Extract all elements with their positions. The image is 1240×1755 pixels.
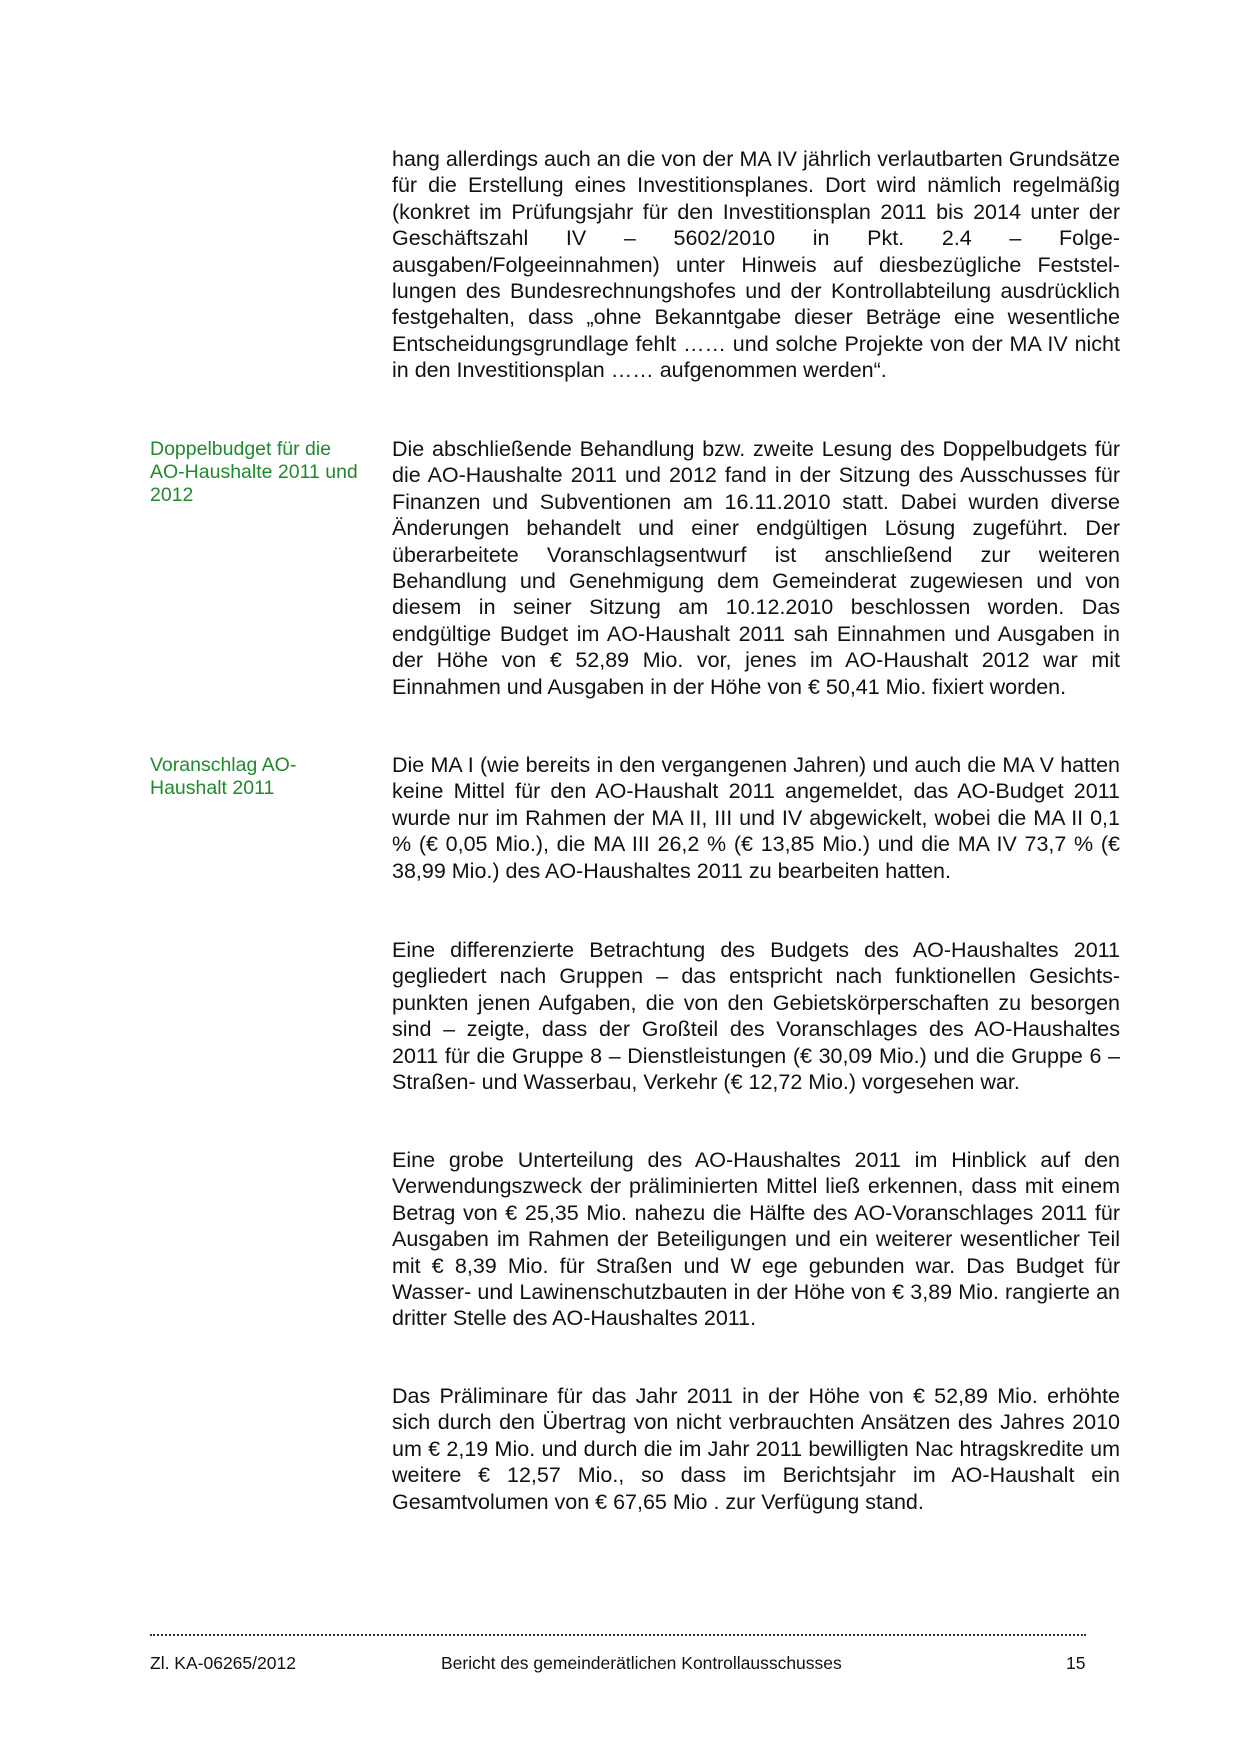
margin-note: Doppelbudget für die AO-Haushalte 2011 und 2012 bbox=[150, 438, 358, 506]
footer-page-number: 15 bbox=[1066, 1653, 1086, 1673]
body-paragraph: Die MA I (wie bereits in den vergangenen Jahren) und auch die MA V hatten keine Mittel für den AO-Haushalt 2011 angemeldet, das AO-Budget 2011 wurde nur im Rahmen der MA II, III und IV abgewickelt, wobei die MA II 0,1 % (€ 0,05 Mio.), die MA III 26,2 % (€ 13,85 Mio.) und die MA IV 73,7 % (€ 38,99 Mio.) des AO-Haushaltes 2011 zu bearbeiten hatten. bbox=[392, 753, 1120, 883]
body-paragraph: Das Präliminare für das Jahr 2011 in der Höhe von € 52,89 Mio. erhöhte sich durch den Übertrag von nicht verbrauchten Ansätzen des Jahres 2010 um € 2,19 Mio. und durch die im Jahr 2011 bewilligten Nac htragskredite um weitere € 12,57 Mio., so dass im Berichtsjahr im AO-Haushalt ein Gesamtvolumen von € 67,65 Mio . zur Verfügung stand. bbox=[392, 1384, 1120, 1514]
body-paragraph: Eine grobe Unterteilung des AO-Haushaltes 2011 im Hinblick auf den Verwendungszweck der präliminierten Mittel ließ erkennen, dass mit einem Betrag von € 25,35 Mio. nahezu die Hälfte des AO-Voranschlages 2011 für Ausgaben im Rahmen der Beteiligungen und ein weiterer wesentlicher Teil mit € 8,39 Mio. für Straßen und W ege gebunden war. Das Budget für Wasser- und Lawinenschutzbauten in der Höhe von € 3,89 Mio. rangierte an dritter Stelle des AO-Haushaltes 2011. bbox=[392, 1148, 1120, 1331]
body-paragraph: Eine differenzierte Betrachtung des Budgets des AO-Haushaltes 2011 gegliedert nach Gruppen – das entspricht nach funktionellen Gesichtspunkten jenen Aufgaben, die von den Gebietskörperschaften zu besorgen sind – zeigte, dass der Großteil des Voranschlages des AO-Haushaltes 2011 für die Gruppe 8 – Dienstleistungen (€ 30,09 Mio.) und die Gruppe 6 – Straßen- und Wasserbau, Verkehr (€ 12,72 Mio.) vorgesehen war. bbox=[392, 938, 1120, 1095]
body-paragraph: Die abschließende Behandlung bzw. zweite Lesung des Doppelbudgets für die AO-Haushalte 2011 und 2012 fand in der Sitzung des Ausschusses für Finanzen und Subventionen am 16.11.2010 statt. Dabei wurden diverse Änderungen behandelt und einer endgültigen Lösung zugeführt. Der überarbeitete Voranschlagsentwurf ist anschließend zur weiteren Behandlung und Genehmigung dem Gemeinderat zugewiesen und von diesem in seiner Sitzung am 10.12.2010 beschlossen worden. Das endgültige Budget im AO-Haushalt 2011 sah Einnahmen und Ausgaben in der Höhe von € 52,89 Mio. vor, jenes im AO-Haushalt 2012 war mit Einnahmen und Ausgaben in der Höhe von € 50,41 Mio. fixiert worden. bbox=[392, 437, 1120, 699]
margin-note: Voranschlag AO-Haushalt 2011 bbox=[150, 754, 297, 799]
footer-reference: Zl. KA-06265/2012 bbox=[150, 1653, 296, 1673]
footer-title: Bericht des gemeinderätlichen Kontrollausschusses bbox=[441, 1653, 842, 1673]
footer-divider bbox=[150, 1634, 1086, 1636]
body-paragraph: hang allerdings auch an die von der MA IV jährlich verlautbarten Grundsätze für die Erstellung eines Investitionsplanes. Dort wird nämlich regelmäßig (konkret im Prüfungsjahr für den Investitionsplan 2011 bis 2014 unter der Geschäftszahl IV – 5602/2010 in Pkt. 2.4 – Folgeausgaben/Folgeeinnahmen) unter Hinweis auf diesbezügliche Feststellungen des Bundesrechnungshofes und der Kontrollabteilung ausdrücklich festgehalten, dass „ohne Bekanntgabe dieser Beträge eine wesentliche Entscheidungsgrundlage fehlt …… und solche Projekte von der MA IV nicht in den Investitionsplan …… aufgenommen werden“. bbox=[392, 147, 1120, 383]
